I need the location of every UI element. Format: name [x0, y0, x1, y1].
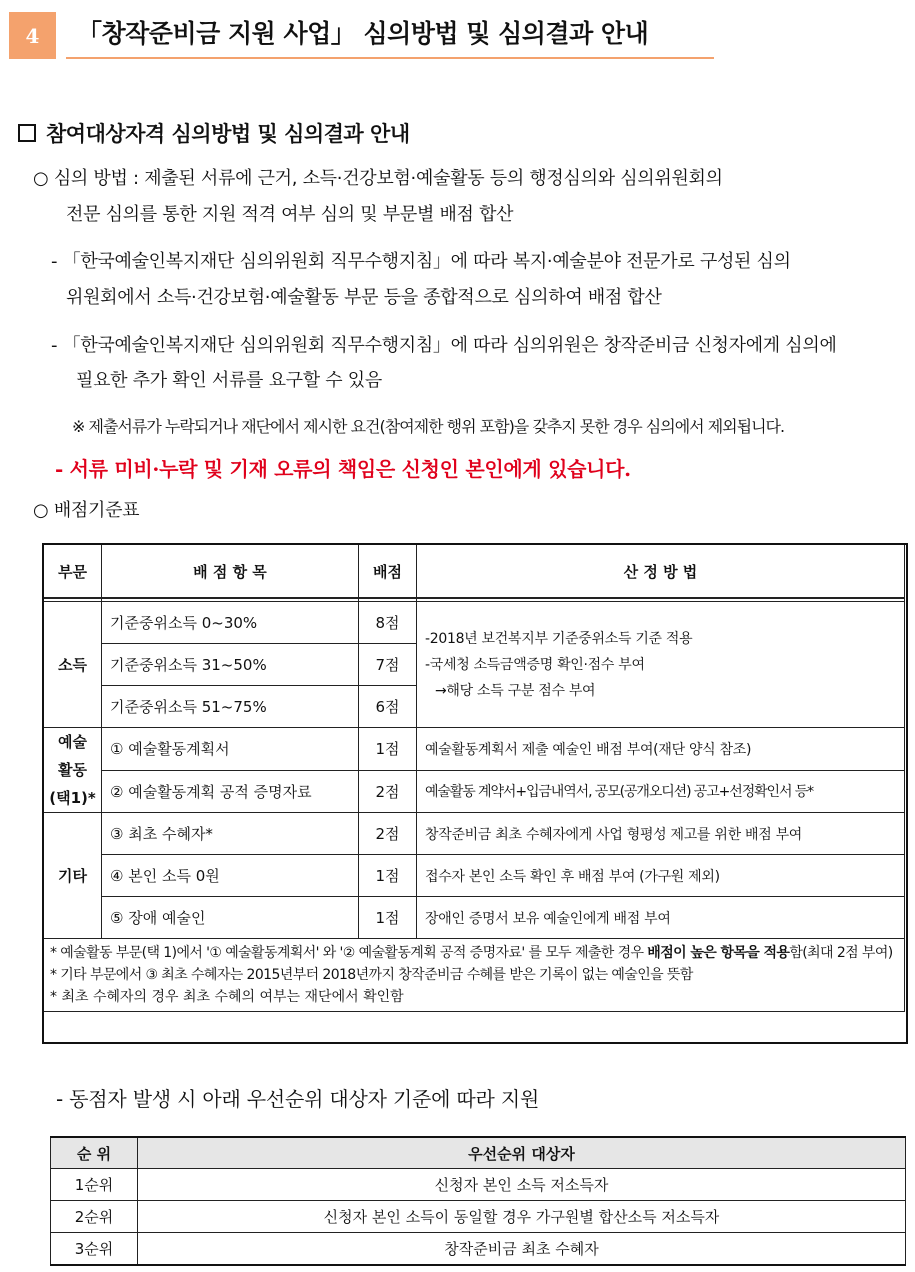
score-cell: 1점 [359, 728, 417, 771]
target-cell: 창작준비금 최초 수혜자 [138, 1233, 906, 1266]
checkbox-square-icon [18, 124, 36, 142]
score-criteria-table [43, 544, 905, 1012]
item-cell: ④ 본인 소득 0원 [102, 855, 359, 897]
score-cell: 2점 [359, 770, 417, 813]
warning-text: - 서류 미비·누락 및 기재 오류의 책임은 신청인 본인에게 있습니다. [55, 457, 631, 481]
target-cell: 신청자 본인 소득 저소득자 [138, 1169, 906, 1201]
income-method-cell [417, 602, 905, 728]
category-art-line: (택1)* [49, 789, 96, 807]
table-row [51, 1233, 906, 1266]
income-method-line: -국세청 소득금액증명 확인·점수 부여 [425, 656, 645, 673]
item-cell: ⑤ 장애 예술인 [102, 897, 359, 939]
method-cell: 창작준비금 최초 수혜자에게 사업 형평성 제고를 위한 배점 부여 [417, 813, 905, 855]
header-category: 부문 [44, 545, 102, 599]
footnote-row [44, 939, 905, 1012]
method-cell: 예술활동 계약서+입금내역서, 공모(공개오디션) 공고+선정확인서 등* [417, 770, 905, 813]
notice-note: ※ 제출서류가 누락되거나 재단에서 제시한 요건(참여제한 행위 포함)을 갖추지 못한 경우 심의에서 제외됩니다. [72, 417, 785, 436]
category-etc: 기타 [44, 813, 102, 939]
table-row [44, 728, 905, 771]
footnote-1-text: * 예술활동 부문(택 1)에서 '① 예술활동계획서' 와 '② 예술활동계획 공적 증명자료' 를 모두 제출한 경우 [50, 945, 648, 961]
score-cell: 7점 [359, 644, 417, 686]
header-method: 산 정 방 법 [417, 545, 905, 599]
footnote-2: * 기타 부문에서 ③ 최초 수혜자는 2015년부터 2018년까지 창작준비금 수혜를 받은 기록이 없는 예술인을 뜻함 [50, 967, 693, 983]
table-row [44, 855, 905, 897]
section-heading [18, 118, 410, 148]
method-line-1: ○ 심의 방법 : 제출된 서류에 근거, 소득·건강보험·예술활동 등의 행정심의와 심의위원회의 [33, 168, 723, 189]
score-cell: 6점 [359, 686, 417, 728]
score-cell: 8점 [359, 602, 417, 644]
footnote-1 [50, 942, 898, 964]
method-cell: 접수자 본인 소득 확인 후 배점 부여 (가구원 제외) [417, 855, 905, 897]
dash1-line-1: - 「한국예술인복지재단 심의위원회 직무수행지침」에 따라 복지·예술분야 전문가로 구성된 심의 [51, 251, 791, 272]
header-item: 배 점 항 목 [102, 545, 359, 599]
category-income: 소득 [44, 602, 102, 728]
table-row [44, 813, 905, 855]
header-target: 우선순위 대상자 [138, 1137, 906, 1169]
footnote-1-bold: 배점이 높은 항목을 적용 [647, 945, 790, 961]
score-cell: 1점 [359, 855, 417, 897]
footnote-1-tail: 함(최대 2점 부여) [789, 945, 893, 961]
item-cell: 기준중위소득 51~75% [102, 686, 359, 728]
priority-intro: - 동점자 발생 시 아래 우선순위 대상자 기준에 따라 지원 [56, 1087, 540, 1111]
item-cell: ① 예술활동계획서 [102, 728, 359, 771]
table-row [51, 1169, 906, 1201]
category-art-line: 활동 [58, 761, 87, 779]
score-cell: 1점 [359, 897, 417, 939]
rank-cell: 3순위 [51, 1233, 138, 1266]
dash1-line-2: 위원회에서 소득·건강보험·예술활동 부문 등을 종합적으로 심의하여 배점 합산 [66, 287, 662, 308]
category-art [44, 728, 102, 813]
dash2-line-1: - 「한국예술인복지재단 심의위원회 직무수행지침」에 따라 심의위원은 창작준비금 신청자에게 심의에 [51, 335, 837, 356]
priority-table [50, 1136, 906, 1266]
table-row [51, 1201, 906, 1233]
section-number-badge: 4 [9, 12, 56, 59]
table-row [44, 770, 905, 813]
income-method-line: →해당 소득 구분 점수 부여 [435, 682, 596, 699]
priority-header [51, 1137, 906, 1169]
method-line-2: 전문 심의를 통한 지원 적격 여부 심의 및 부문별 배점 합산 [66, 204, 514, 225]
rank-cell: 1순위 [51, 1169, 138, 1201]
item-cell: ② 예술활동계획 공적 증명자료 [102, 770, 359, 813]
method-cell: 장애인 증명서 보유 예술인에게 배점 부여 [417, 897, 905, 939]
income-method-line: -2018년 보건복지부 기준중위소득 기준 적용 [425, 630, 693, 647]
item-cell: 기준중위소득 31~50% [102, 644, 359, 686]
header-score: 배점 [359, 545, 417, 599]
target-cell: 신청자 본인 소득이 동일할 경우 가구원별 합산소득 저소득자 [138, 1201, 906, 1233]
item-cell: 기준중위소득 0~30% [102, 602, 359, 644]
category-art-line: 예술 [58, 733, 87, 751]
title-underline [66, 57, 714, 59]
score-table-label: ○ 배점기준표 [33, 500, 140, 521]
rank-cell: 2순위 [51, 1201, 138, 1233]
page-title: 「창작준비금 지원 사업」 심의방법 및 심의결과 안내 [77, 19, 649, 48]
score-table-header [44, 545, 905, 599]
table-row [44, 602, 905, 644]
table-row [44, 897, 905, 939]
dash2-line-2: 필요한 추가 확인 서류를 요구할 수 있음 [76, 370, 382, 391]
score-cell: 2점 [359, 813, 417, 855]
item-cell: ③ 최초 수혜자* [102, 813, 359, 855]
section-heading-text: 참여대상자격 심의방법 및 심의결과 안내 [46, 122, 410, 146]
footnotes [44, 939, 905, 1012]
footnote-3: * 최초 수혜자의 경우 최초 수혜의 여부는 재단에서 확인함 [50, 989, 404, 1005]
method-cell: 예술활동계획서 제출 예술인 배점 부여(재단 양식 참조) [417, 728, 905, 771]
header-rank: 순 위 [51, 1137, 138, 1169]
